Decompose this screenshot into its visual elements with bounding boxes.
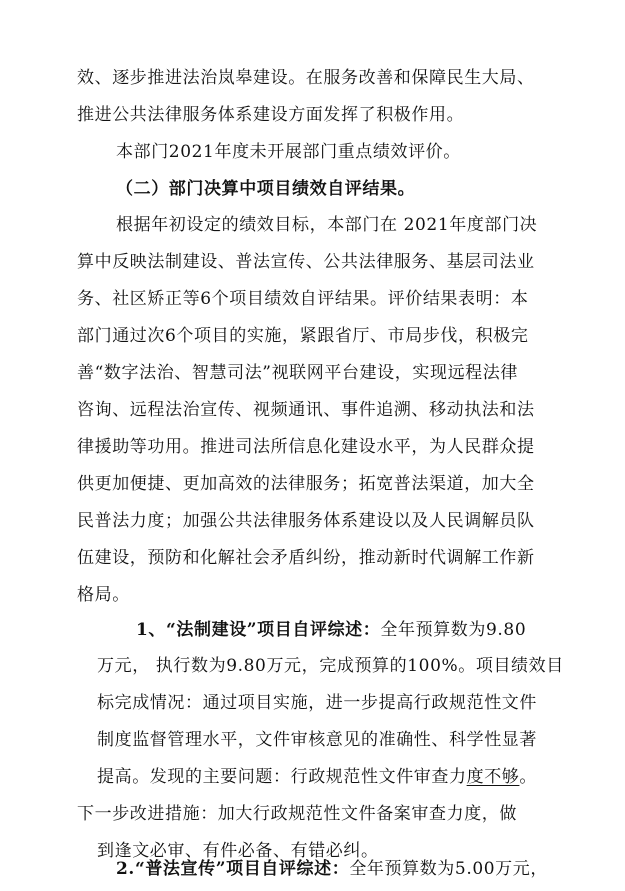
text-line: 咨询、远程法治宣传、视频通讯、事件追溯、移动执法和法 [77, 400, 535, 420]
text-segment: 。 [519, 767, 538, 787]
text-line: 下一步改进措施：加大行政规范性文件备案审查力度，做 [77, 804, 517, 824]
text-line: 制度监督管理水平，文件审核意见的准确性、科学性显著 [97, 730, 537, 750]
underlined-text: 度不够 [466, 767, 520, 787]
text-line: 效、逐步推进法治岚皋建设。在服务改善和保障民生大局、 [77, 68, 535, 88]
project-title: 2.“普法宣传”项目自评综述： [116, 859, 350, 879]
text-line: 务、社区矫正等6个项目绩效自评结果。评价结果表明：本 [77, 289, 529, 309]
text-segment: 提高。发现的主要问题：行政规范性文件审查力 [97, 767, 467, 787]
text-line: 到逢文必审、有件必备、有错必纠。 [97, 841, 379, 861]
text-line: 推进公共法律服务体系建设方面发挥了积极作用。 [77, 105, 465, 125]
text-line: 根据年初设定的绩效目标，本部门在 2021年度部门决 [116, 215, 538, 235]
text-line: 算中反映法制建设、普法宣传、公共法律服务、基层司法业 [77, 252, 535, 272]
text-line: 本部门2021年度未开展部门重点绩效评价。 [116, 142, 461, 162]
project-title: 1、“法制建设”项目自评综述： [136, 620, 381, 640]
project-summary-line [136, 619, 526, 641]
text-line: 格局。 [77, 585, 130, 605]
text-segment: 全年预算数为5.00万元， [349, 859, 548, 879]
text-line: 标完成情况：通过项目实施，进一步提高行政规范性文件 [97, 693, 537, 713]
text-line: 律援助等功用。推进司法所信息化建设水平，为人民群众提 [77, 437, 535, 457]
text-line: 民普法力度；加强公共法律服务体系建设以及人民调解员队 [77, 511, 535, 531]
text-line: 伍建设，预防和化解社会矛盾纠纷，推动新时代调解工作新 [77, 548, 535, 568]
text-line [97, 766, 537, 788]
text-line: 善“数字法治、智慧司法”视联网平台建设，实现远程法律 [77, 363, 518, 383]
text-line: 部门通过次6个项目的实施，紧跟省厅、市局步伐，积极完 [77, 326, 529, 346]
section-heading: （二）部门决算中项目绩效自评结果。 [116, 179, 416, 199]
text-segment: 全年预算数为9.80 [380, 620, 527, 640]
project-summary-line [116, 858, 548, 880]
text-line: 万元， 执行数为9.80万元，完成预算的100%。项目绩效目 [97, 656, 564, 676]
text-line: 供更加便捷、更加高效的法律服务；拓宽普法渠道，加大全 [77, 474, 535, 494]
